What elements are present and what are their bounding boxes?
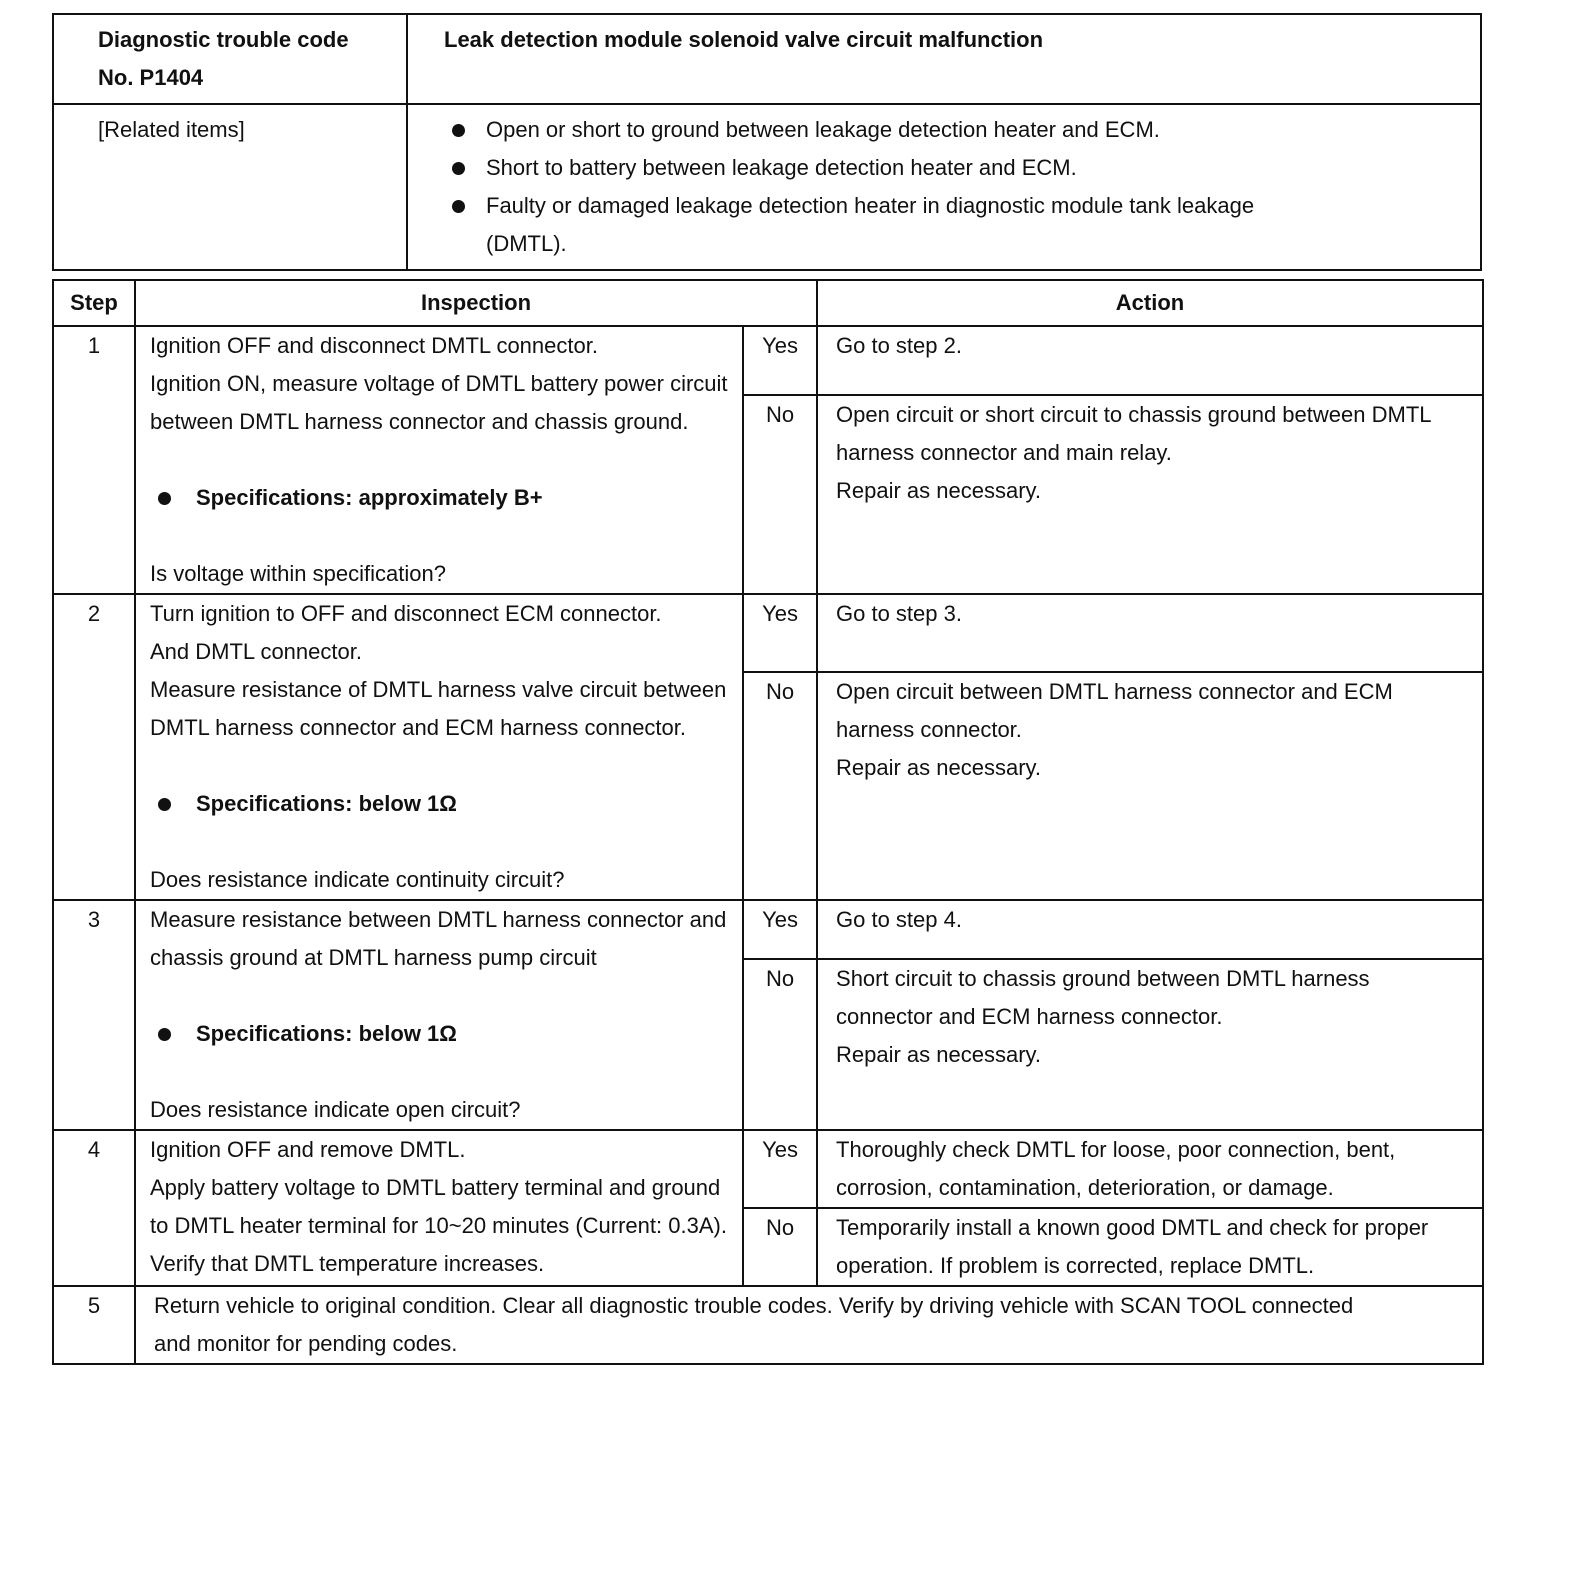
inspection-line: Ignition OFF and remove DMTL. <box>150 1137 466 1162</box>
action-line: Repair as necessary. <box>836 477 1042 503</box>
action-line: Short circuit to chassis ground between DMTL harness connector and ECM harness connector. <box>836 965 1370 1029</box>
action-line: Repair as necessary. <box>836 1041 1042 1067</box>
yes-label: Yes <box>743 594 817 672</box>
inspection-line: Ignition ON, measure voltage of DMTL battery power circuit between DMTL harness connector and chassis ground. <box>150 371 728 434</box>
dtc-label-cell <box>53 14 407 104</box>
no-label: No <box>743 395 817 594</box>
step-row <box>53 326 1483 395</box>
inspection-header: Inspection <box>135 280 817 326</box>
related-items-list <box>444 111 1260 263</box>
step-number: 5 <box>53 1286 135 1364</box>
inspection-line: Measure resistance between DMTL harness connector and chassis ground at DMTL harness pump circuit <box>150 907 727 970</box>
related-item: Short to battery between leakage detection heater and ECM. <box>444 149 1260 187</box>
step-full-text: Return vehicle to original condition. Clear all diagnostic trouble codes. Verify by driving vehicle with SCAN TOOL connected and monitor for pending codes. <box>135 1286 1483 1364</box>
step-inspection <box>135 594 743 900</box>
related-items-cell <box>407 104 1481 270</box>
dtc-label-line1: Diagnostic trouble code <box>98 27 349 52</box>
step-inspection <box>135 1130 743 1286</box>
related-items-label: [Related items] <box>53 104 407 270</box>
inspection-question: Is voltage within specification? <box>150 561 446 586</box>
dtc-title: Leak detection module solenoid valve circuit malfunction <box>407 14 1481 104</box>
yes-action <box>817 1130 1483 1208</box>
no-label: No <box>743 672 817 900</box>
related-items-row <box>53 104 1481 270</box>
step-header: Step <box>53 280 135 326</box>
inspection-line: Ignition OFF and disconnect DMTL connector. <box>150 333 598 358</box>
step-number: 1 <box>53 326 135 594</box>
step-number: 2 <box>53 594 135 900</box>
dtc-header-table <box>52 13 1482 271</box>
no-label: No <box>743 959 817 1130</box>
yes-label: Yes <box>743 900 817 959</box>
step-row <box>53 594 1483 672</box>
specification: Specifications: below 1Ω <box>150 785 732 823</box>
inspection-line: Turn ignition to OFF and disconnect ECM connector. <box>150 601 662 626</box>
step-row <box>53 1286 1483 1364</box>
no-action <box>817 395 1483 594</box>
no-action <box>817 1208 1483 1286</box>
step-number: 3 <box>53 900 135 1130</box>
no-action <box>817 959 1483 1130</box>
procedure-table <box>52 279 1484 1365</box>
specification: Specifications: approximately B+ <box>150 479 732 517</box>
action-line: Go to step 2. <box>836 333 962 358</box>
inspection-question: Does resistance indicate open circuit? <box>150 1097 521 1122</box>
dtc-row <box>53 14 1481 104</box>
yes-action <box>817 900 1483 959</box>
related-item: Faulty or damaged leakage detection heater in diagnostic module tank leakage (DMTL). <box>444 187 1260 263</box>
step-inspection <box>135 326 743 594</box>
no-action <box>817 672 1483 900</box>
inspection-line: Verify that DMTL temperature increases. <box>150 1251 545 1276</box>
step-inspection <box>135 900 743 1130</box>
procedure-header-row <box>53 280 1483 326</box>
inspection-line: Measure resistance of DMTL harness valve circuit between DMTL harness connector and ECM harness connector. <box>150 677 727 740</box>
yes-action <box>817 326 1483 395</box>
action-line: Thoroughly check DMTL for loose, poor connection, bent, corrosion, contamination, deterioration, or damage. <box>836 1137 1396 1200</box>
action-line: Go to step 3. <box>836 601 962 626</box>
yes-label: Yes <box>743 1130 817 1208</box>
inspection-question: Does resistance indicate continuity circuit? <box>150 867 565 892</box>
specification: Specifications: below 1Ω <box>150 1015 732 1053</box>
related-item: Open or short to ground between leakage detection heater and ECM. <box>444 111 1260 149</box>
step-row <box>53 900 1483 959</box>
inspection-line: And DMTL connector. <box>150 639 362 664</box>
dtc-label-line2: No. P1404 <box>98 65 204 90</box>
action-header: Action <box>817 280 1483 326</box>
action-line: Open circuit or short circuit to chassis ground between DMTL harness connector and main relay. <box>836 401 1431 465</box>
action-line: Go to step 4. <box>836 907 962 932</box>
action-line: Open circuit between DMTL harness connector and ECM harness connector. <box>836 679 1393 743</box>
yes-label: Yes <box>743 326 817 395</box>
yes-action <box>817 594 1483 672</box>
action-line: Temporarily install a known good DMTL and check for proper operation. If problem is corrected, replace DMTL. <box>836 1215 1429 1278</box>
step-row <box>53 1130 1483 1208</box>
inspection-line: Apply battery voltage to DMTL battery terminal and ground to DMTL heater terminal for 10~20 minutes (Current: 0.3A). <box>150 1175 727 1238</box>
action-line: Repair as necessary. <box>836 755 1042 781</box>
step-number: 4 <box>53 1130 135 1286</box>
no-label: No <box>743 1208 817 1286</box>
